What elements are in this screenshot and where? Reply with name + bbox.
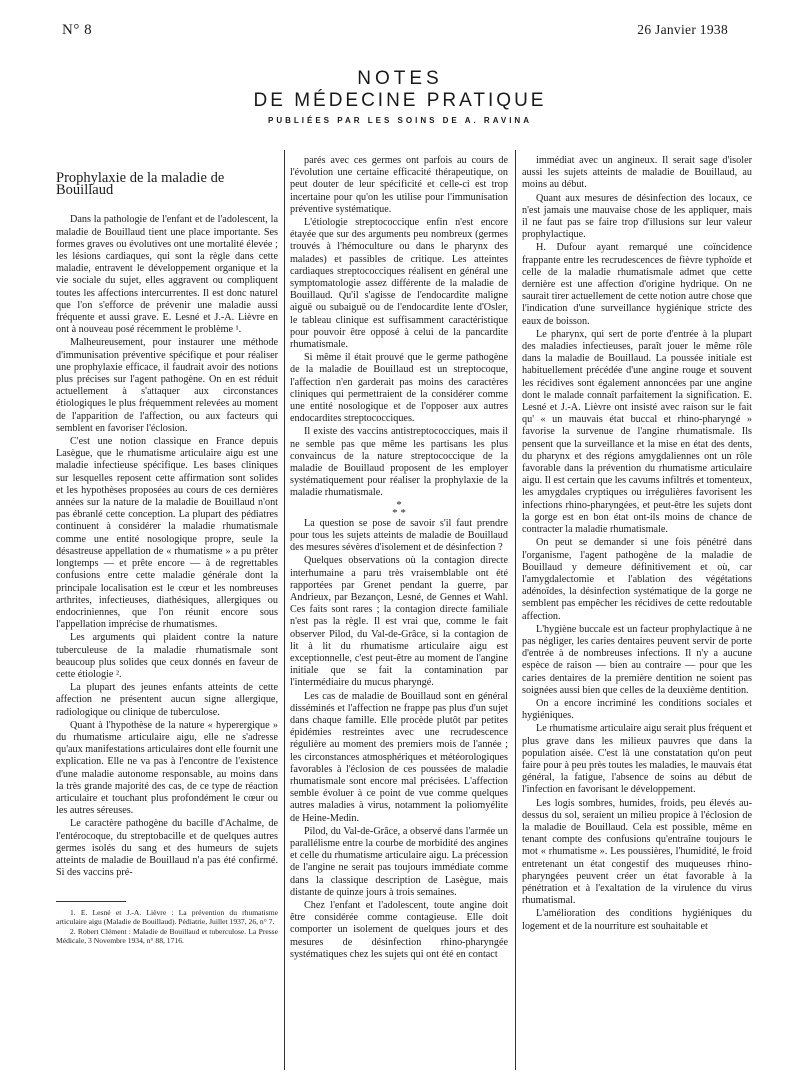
article-title: Prophylaxie de la maladie de Bouillaud [56,170,225,199]
footnotes [56,908,278,945]
paragraph: Le pharynx, qui sert de porte d'entrée à la plupart des maladies infectieuses, paraît jouer le même rôle dans la maladie de Bouillaud. La poussée initiale est habituellement précédée d'une angine rouge et souvent les récidives sont également annoncées par une angine dont le malade connaît parfaitement la signification. E. Lesné et J.-A. Lièvre ont insisté avec raison sur le fait qu' « un mauvais état buccal et rhino-pharyngé » favorise la survenue de l'angine rhumatismale. Ils pensent que la surveillance et la mise en état des dents, du pharynx et des régions amygdaliennes ont un rôle favorable dans la prévention du rhumatisme articulaire aigu. Il est certain que les cavums infiltrés et tomenteux, les amygdales cryptiques ou irrégulières favorisent les infections rhino-pharyngées, et peut-être les sujets dont la gorge est en bon état ont-ils moins de chance de contracter la maladie rhumatismale. [522,328,752,536]
paragraph: Le caractère pathogène du bacille d'Achalme, de l'entérocoque, du streptobacille et de quelques autres germes isolés du sang et des humeurs de sujets atteints de maladie de Bouillaud n'a pas été confirmé. Si des vaccins pré- [56,818,278,879]
column-2-body [290,155,508,961]
column-divider-right [515,150,516,1070]
paragraph: La plupart des jeunes enfants atteints de cette affection ne présentent aucun signe allergique, radiologique ou clinique de tuberculose. [56,682,278,718]
paragraph: La question se pose de savoir s'il faut prendre pour tous les sujets atteints de maladie de Bouillaud des mesures sévères d'isolement et de désinfection ? [290,517,508,554]
paragraph: Le rhumatisme articulaire aigu serait plus fréquent et plus grave dans les milieux pauvres que dans la population aisée. C'est là une constatation qu'on peut faire pour à peu près toutes les maladies, le mauvais état général, la fatigue, l'absence de soins au début de l'infection en favorisant le développement. [522,723,752,796]
paragraph: Malheureusement, pour instaurer une méthode d'immunisation préventive spécifique et pour réaliser une prophylaxie efficace, il faudrait avoir des notions plus précises sur l'agent pathogène. On en est réduit actuellement à s'attaquer aux circonstances étiologiques le plus fréquemment relevées au moment de l'apparition de l'affection, ou aux facteurs qui semblent en favoriser l'éclosion. [56,337,278,434]
masthead-title-line2: DE MÉDECINE PRATIQUE [253,90,547,111]
paragraph: On a encore incriminé les conditions sociales et hygiéniques. [522,697,752,722]
paragraph: H. Dufour ayant remarqué une coïncidence frappante entre les recrudescences de fièvre typhoïde et celle de la maladie rhumatismale admet que cette dernière est une affection d'origine hydrique. On ne saurait tirer actuellement de cette notion autre chose que l'indication d'une surveillance hygiénique stricte des eaux de boisson. [522,242,752,327]
paragraph: Pilod, du Val-de-Grâce, a observé dans l'armée un parallélisme entre la courbe de morbidité des angines et celle du rhumatisme articulaire aigu. La précession de l'angine ne serait pas toujours immédiate comme dans la classique description de Lasègue, mais distante de quinze jours à trois semaines. [290,825,508,898]
masthead-title-line1: NOTES [357,68,443,89]
paragraph: Quelques observations où la contagion directe interhumaine a paru très vraisemblable ont été rapportées par Grenet pendant la guerre, par Andrieux, par Bezançon, Lesné, de Gennes et Wahl. Ces faits sont rares ; la contagion directe familiale n'est pas la règle. Il est vrai que, comme le fait observer Pilod, du Val-de-Grâce, si la contagion de lit à lit du rhumatisme articulaire aigu est exceptionnelle, c'est peut-être au moment de l'angine initiale que se fait la contamination par l'intermédiaire du mucus pharyngé. [290,555,508,689]
paragraph: C'est une notion classique en France depuis Lasègue, que le rhumatisme articulaire aigu est une maladie infectieuse spécifique. Les bases cliniques sur lesquelles reposent cette affirmation sont solides et les hypothèses proposées au cours de ces dernières années sur la nature de la maladie de Bouillaud n'ont pas ébranlé cette conception. La plupart des pédiatres continuent à considérer la maladie rhumatismale comme une entité nosologique propre, seule la désastreuse appellation de « rhumatisme » a pu prêter longtemps — et prête encore — à de regrettables confusions entre cette maladie générale dont la principale localisation est le cœur et les nombreuses arthrites, infectieuses, diathésiques, allergiques ou endocriniennes, que l'on réunit encore sous l'appellation imprécise de rhumatismes. [56,436,278,631]
paragraph: Les cas de maladie de Bouillaud sont en général disséminés et l'affection ne frappe pas plus d'un sujet dans chaque famille. Elle procède plutôt par petites épidémies restreintes avec une recrudescence régulière au moment des premiers mois de l'année ; les circonstances atmosphériques et météorologiques favorables à l'éclosion de ces poussées de maladie rhumatismale sont encore mal précisées. L'affection semble évoluer à ce point de vue comme quelques autres maladies à virus, notamment la poliomyélite de Heine-Medin. [290,690,508,824]
paragraph: L'hygiène buccale est un facteur prophylactique à ne pas négliger, les caries dentaires peuvent servir de porte d'entrée à de nombreuses infections. Il n'y a aucune espèce de raison — bien au contraire — pour que les caries dentaires de la première dentition ne soient pas soignées aussi bien que celles de la deuxième dentition. [522,623,752,696]
column-3 [522,155,752,934]
footnote: 1. E. Lesné et J.-A. Lièvre : La prévention du rhumatisme articulaire aigu (Maladie de Bouillaud). Pédiatrie, Juillet 1937, 26, n° 7. [56,908,278,927]
column-3-body [522,155,752,933]
paragraph: Chez l'enfant et l'adolescent, toute angine doit être considérée comme contagieuse. Elle doit comporter un isolement de quelques jours et des mesures de désinfection rhino-pharyngée systématiques chez les sujets qui ont été en contact [290,899,508,960]
paragraph: Les arguments qui plaident contre la nature tuberculeuse de la maladie rhumatismale sont beaucoup plus solides que ceux donnés en faveur de cette étiologie ². [56,632,278,680]
masthead-subtitle: PUBLIÉES PAR LES SOINS DE A. RAVINA [268,116,532,125]
issue-number: N° 8 [62,22,93,38]
paragraph: Quant aux mesures de désinfection des locaux, ce n'est jamais une mauvaise chose de les appliquer, mais il ne faut pas se faire trop d'illusions sur leur valeur prophylactique. [522,192,752,241]
paragraph: L'amélioration des conditions hygiéniques du logement et de la nourriture est souhaitable et [522,908,752,932]
paragraph: parés avec ces germes ont parfois au cours de l'évolution une certaine efficacité thérapeutique, on peut douter de leur spécificité et celle-ci est trop incertaine pour qu'on les utilise pour l'immunisation préventive systématique. [290,155,508,215]
column-1 [56,155,278,946]
paragraph: L'étiologie streptococcique enfin n'est encore étayée que sur des arguments peu nombreux (germes trouvés à l'hémoculture ou dans le pharynx des malades) et passibles de critique. Les atteintes cardiaques streptococciques réalisent en général une symptomatologie assez différente de la maladie de Bouillaud. Qu'il s'agisse de l'endocardite maligne aiguë ou subaiguë ou de l'endocardite lente d'Osler, le tableau clinique est suffisamment caractéristique pour pouvoir être opposé à celui de la pancardite rhumatismale. [290,217,508,351]
paragraph: Quant à l'hypothèse de la nature « hyperergique » du rhumatisme articulaire aigu, elle ne s'adresse qu'aux manifestations articulaires dont elle fournit une explication. Elle ne va pas à l'encontre de l'existence d'une maladie autonome responsable, au moins dans la très grande majorité des cas, de ce type de réaction articulaire et touchant plus profondément le cœur ou les autres séreuses. [56,719,278,817]
paragraph: Dans la pathologie de l'enfant et de l'adolescent, la maladie de Bouillaud tient une place importante. Ses formes graves ou évolutives ont une mortalité élevée ; les lésions cardiaques, qui sont la règle dans cette maladie, entravent le développement organique et la vie sociale du sujet, elles aggravent ou compliquent toutes les affections intercurrentes. Il est donc naturel que l'on s'efforce de prévenir une maladie aussi fréquente et aussi grave. E. Lesné et J.-A. Lièvre en ont à nouveau posé récemment le problème ¹. [56,214,278,336]
paragraph: immédiat avec un angineux. Il serait sage d'isoler aussi les sujets atteints de maladie de Bouillaud, au moins au début. [522,155,752,191]
footnote: 2. Robert Clément : Maladie de Bouillaud et tuberculose. La Presse Médicale, 3 Novembre 1934, n° 88, 1716. [56,927,278,946]
column-divider-left [284,150,285,1070]
paragraph: Si même il était prouvé que le germe pathogène de la maladie de Bouillaud est un streptocoque, l'affection n'en garderait pas moins des caractères cliniques qui permettraient de la considérer comme une entité nosologique et de l'opposer aux autres endocardites streptococciques. [290,352,508,425]
footnote-rule [56,901,126,902]
paragraph: Les logis sombres, humides, froids, peu élevés au-dessus du sol, seraient un milieu propice à l'éclosion de la maladie de Bouillaud. Cela est possible, même en tenant compte des confusions qu'entraîne toujours le mot « rhumatisme ». Les poussières, l'humidité, le froid entretenant un état congestif des muqueuses rhino-pharyngées peuvent créer un état favorable à la pénétration et à l'exaltation de la virulence du virus rhumatismal. [522,797,752,907]
column-2 [290,155,508,962]
issue-date: 26 Janvier 1938 [637,22,728,37]
paragraph: Il existe des vaccins antistreptococciques, mais il ne semble pas que même les partisans les plus convaincus de la nature streptococcique de la maladie de Bouillaud proposent de les employer systématiquement pour réaliser la prophylaxie de la maladie rhumatismale. [290,426,508,499]
paragraph: On peut se demander si une fois pénétré dans l'organisme, l'agent pathogène de la maladie de Bouillaud y demeure définitivement et où, car l'amygdalectomie et l'ablation des végétations adénoïdes, la désinfection systématique de la gorge ne semblent pas empêcher les récidives de cette redoutable affection. [522,537,752,622]
section-separator-stars: * * * [392,498,406,519]
column-1-body [56,214,278,879]
